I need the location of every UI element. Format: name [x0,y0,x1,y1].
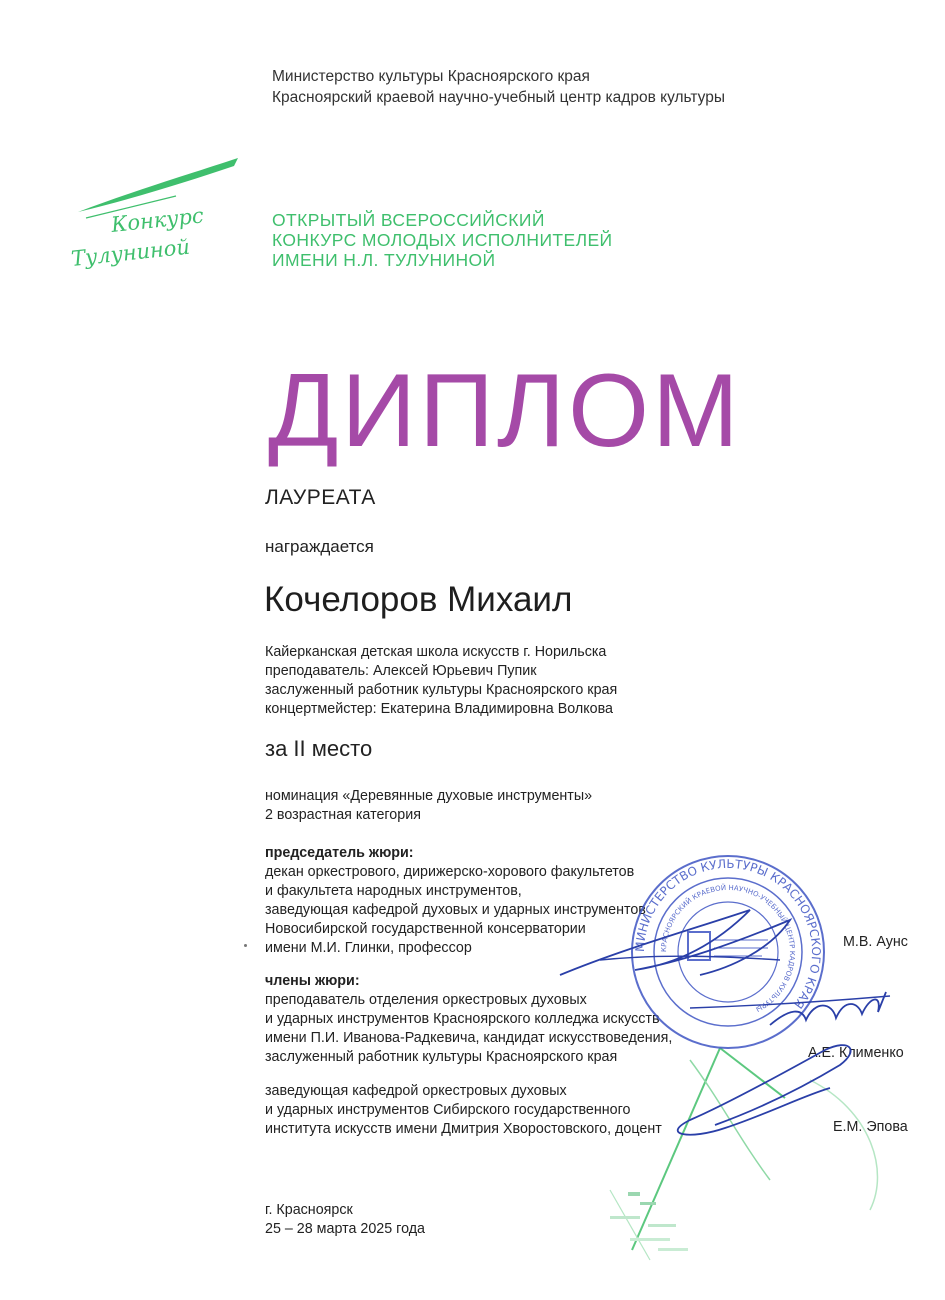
school-name: Кайерканская детская школа искусств г. Норильска [265,644,607,660]
place-awarded: за II место [265,736,373,761]
footer-city: г. Красноярск [265,1202,353,1218]
deco-line-e [610,1190,650,1260]
deco-bar-4 [648,1224,676,1227]
contest-title [272,210,613,270]
jury-chair-line: и факультета народных инструментов, [265,883,522,899]
diploma-subtitle: ЛАУРЕАТА [265,486,376,509]
jury-chair-name: М.В. Аунс [843,934,908,950]
signature-chair-tail [600,956,780,960]
signature-member2 [678,1045,851,1135]
recipient-details [265,643,617,719]
jury-members-heading: члены жюри: [265,973,360,989]
jury-chair-line: декан оркестрового, дирижерско-хорового факультетов [265,864,635,880]
jury-member2-line: и ударных инструментов Сибирского государственного [265,1102,631,1118]
stamp-outer-text: МИНИСТЕРСТВО КУЛЬТУРЫ КРАСНОЯРСКОГО КРАЯ [632,856,824,1012]
signature-member1-flourish [690,996,890,1008]
footer-block [265,1201,425,1239]
stray-mark [244,944,247,947]
contest-title-line1: ОТКРЫТЫЙ ВСЕРОССИЙСКИЙ [272,210,545,230]
teacher-name: преподаватель: Алексей Юрьевич Пупик [265,663,537,679]
jury-member1-line: имени П.И. Иванова-Радкевича, кандидат искусствоведения, [265,1030,673,1046]
jury-member1-name: А.Е. Клименко [808,1045,904,1061]
deco-bar-2 [640,1202,656,1205]
recipient-name: Кочелоров Михаил [264,580,573,619]
contest-title-line3: ИМЕНИ Н.Л. ТУЛУНИНОЙ [272,250,496,270]
jury-member1-line: и ударных инструментов Красноярского колледжа искусств [265,1011,660,1027]
jury-chair-line: имени М.И. Глинки, профессор [265,940,472,956]
jury-member1-line: преподаватель отделения оркестровых духовых [265,992,587,1008]
ministry-name: Министерство культуры Красноярского края [272,68,590,85]
age-category: 2 возрастная категория [265,807,421,823]
footer-dates: 25 – 28 марта 2025 года [265,1221,426,1237]
accompanist-name: концертмейстер: Екатерина Владимировна Волкова [265,701,613,717]
jury-member2-name: Е.М. Эпова [833,1119,908,1135]
signature-chair [560,910,790,975]
deco-bar-6 [658,1248,688,1251]
signature-member1 [770,992,886,1025]
jury-member1-line: заслуженный работник культуры Красноярского края [265,1049,618,1065]
logo-text-line1: Конкурс [110,203,205,237]
logo-swoosh [78,158,238,212]
handwritten-signatures [540,890,940,1200]
jury-chair-heading: председатель жюри: [265,845,414,861]
center-name: Красноярский краевой научно-учебный центр кадров культуры [272,89,726,106]
contest-title-line2: КОНКУРС МОЛОДЫХ ИСПОЛНИТЕЛЕЙ [272,230,613,250]
contest-logo [66,152,244,282]
jury-chair-line: заведующая кафедрой духовых и ударных инструментов [265,902,646,918]
teacher-title: заслуженный работник культуры Красноярского края [265,682,618,698]
stamp-inner-text: КРАСНОЯРСКИЙ КРАЕВОЙ НАУЧНО-УЧЕБНЫЙ ЦЕНТР КАДРОВ КУЛЬТУРЫ [659,883,797,1014]
jury-chair-line: Новосибирской государственной консерватории [265,921,586,937]
diploma-title: ДИПЛОМ [268,353,742,469]
nomination-name: номинация «Деревянные духовые инструменты» [265,788,593,804]
deco-bar-3 [610,1216,640,1219]
jury-member2-line: института искусств имени Дмитрия Хворостовского, доцент [265,1121,662,1137]
issuer-header [272,66,725,108]
logo-text-line2: Тулуниной [70,234,191,271]
awarded-label: награждается [265,537,374,556]
jury-member2-line: заведующая кафедрой оркестровых духовых [265,1083,567,1099]
deco-bar-5 [630,1238,670,1241]
nomination-block [265,787,592,825]
